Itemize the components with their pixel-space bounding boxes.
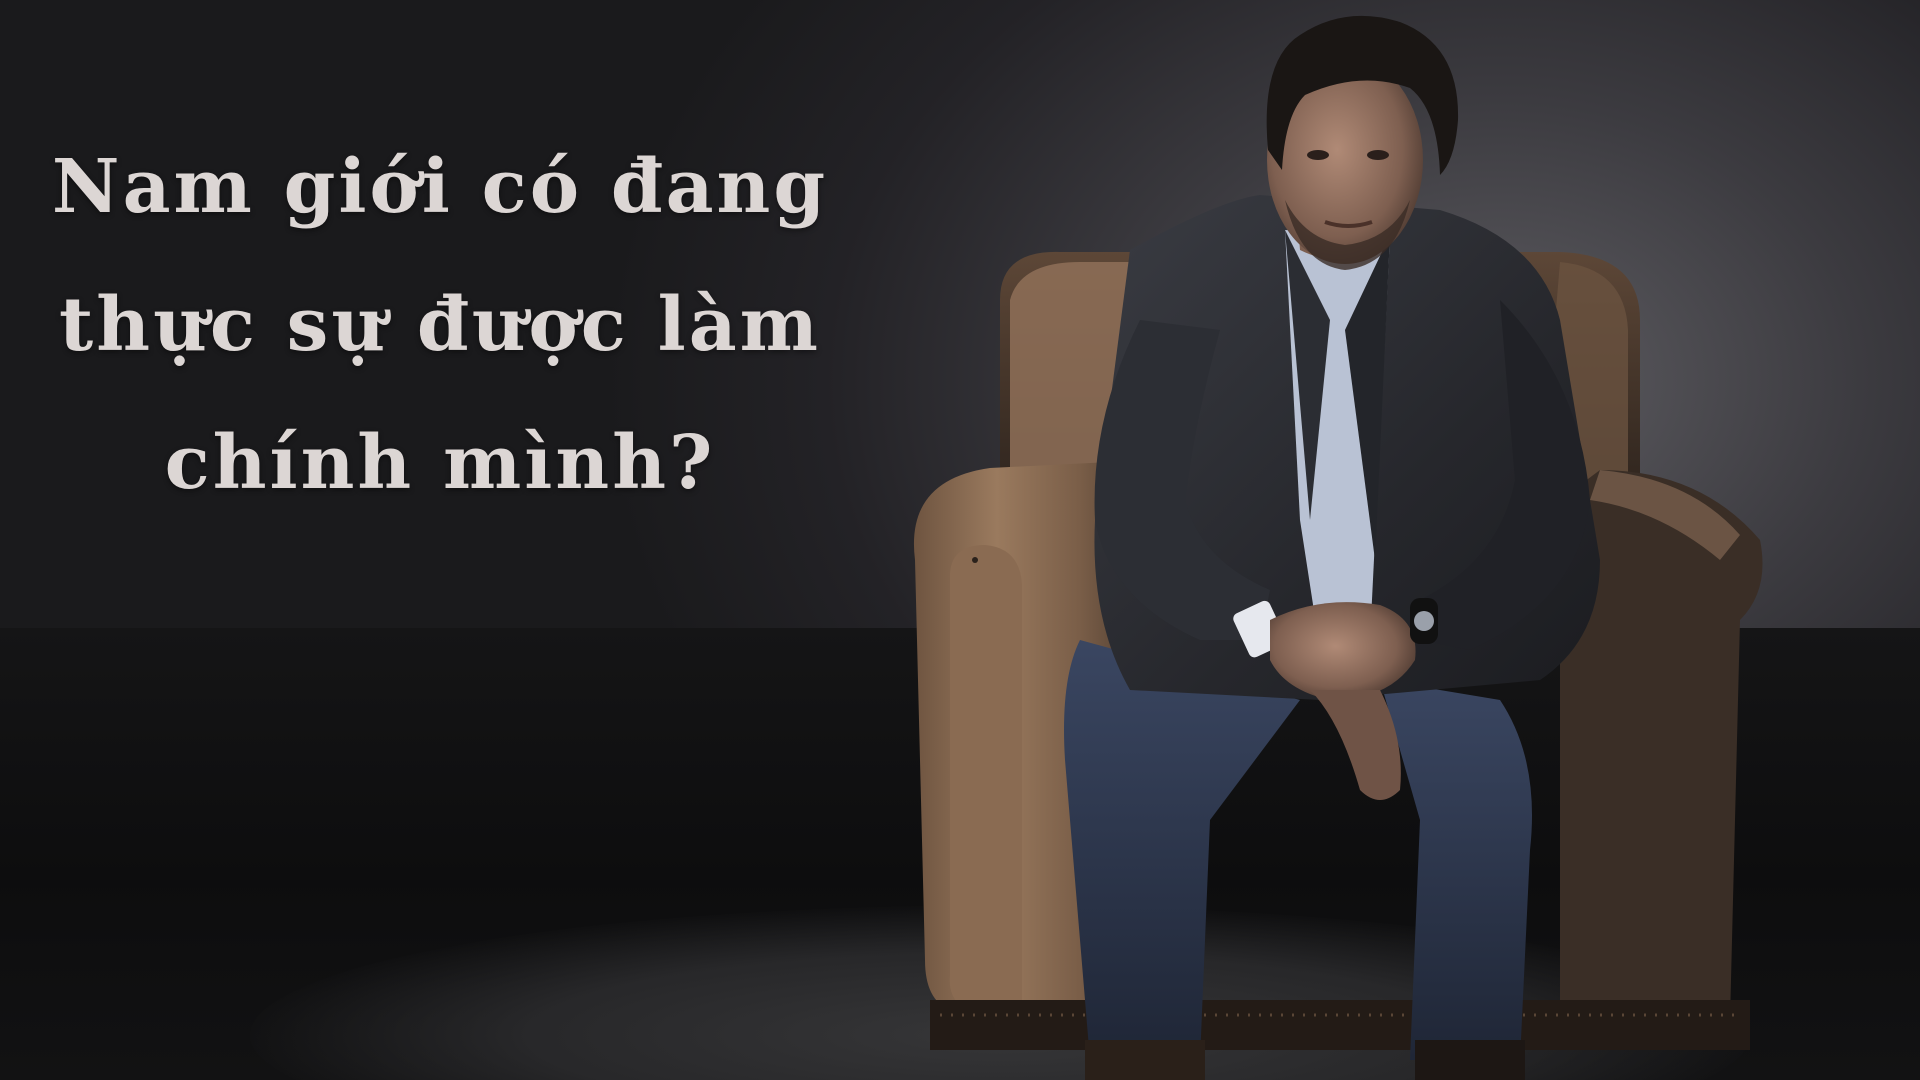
headline-line-1: Nam giới có đang [51, 144, 829, 230]
man-in-armchair-photo [880, 0, 1920, 1080]
headline-line-2: thực sự được làm [59, 282, 821, 368]
headline [40, 118, 840, 532]
man [1064, 16, 1600, 1080]
headline-line-3: chính mình? [164, 420, 716, 506]
